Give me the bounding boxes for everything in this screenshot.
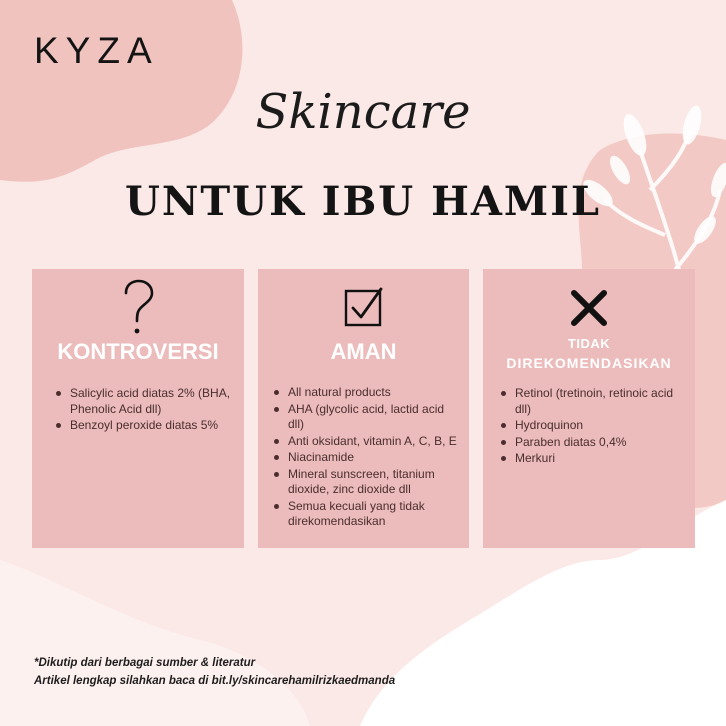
list-item: Mineral sunscreen, titanium dioxide, zinc dioxide dll — [272, 467, 462, 498]
x-mark-icon — [483, 289, 695, 332]
list-item: Paraben diatas 0,4% — [499, 435, 691, 451]
script-title: Skincare — [255, 84, 471, 140]
list-aman — [272, 385, 462, 531]
question-mark-icon — [32, 279, 244, 342]
list-item: Anti oksidant, vitamin A, C, B, E — [272, 434, 462, 450]
list-item: Niacinamide — [272, 450, 462, 466]
list-item: Salicylic acid diatas 2% (BHA, Phenolic Acid dll) — [54, 386, 244, 417]
brand-logo: KYZA — [34, 30, 159, 71]
card-aman — [258, 269, 469, 548]
list-item: Retinol (tretinoin, retinoic acid dll) — [499, 386, 691, 417]
footer-source-note: *Dikutip dari berbagai sumber & literatur — [34, 657, 256, 669]
list-item: Semua kecuali yang tidak direkomendasikan — [272, 499, 462, 530]
list-item: Hydroquinon — [499, 418, 691, 434]
list-item: Benzoyl peroxide diatas 5% — [54, 418, 244, 434]
card-title-aman: AMAN — [330, 339, 397, 364]
card-title-direkomendasikan: DIREKOMENDASIKAN — [506, 355, 672, 371]
list-item: All natural products — [272, 385, 462, 401]
card-kontroversi — [32, 269, 244, 548]
list-item: Merkuri — [499, 451, 691, 467]
card-title-tidak: TIDAK — [567, 336, 611, 351]
footer-article-link: Artikel lengkap silahkan baca di bit.ly/skincarehamilrizkaedmanda — [34, 674, 396, 687]
footer — [34, 655, 395, 690]
card-tidak-direkomendasikan — [483, 269, 695, 548]
card-title-kontroversi: KONTROVERSI — [57, 339, 219, 364]
list-item: AHA (glycolic acid, lactid acid dll) — [272, 402, 462, 433]
list-kontroversi — [54, 386, 244, 435]
list-tidak-direkomendasikan — [499, 386, 691, 468]
main-title: UNTUK IBU HAMIL — [124, 178, 602, 225]
checkbox-check-icon — [258, 286, 469, 333]
